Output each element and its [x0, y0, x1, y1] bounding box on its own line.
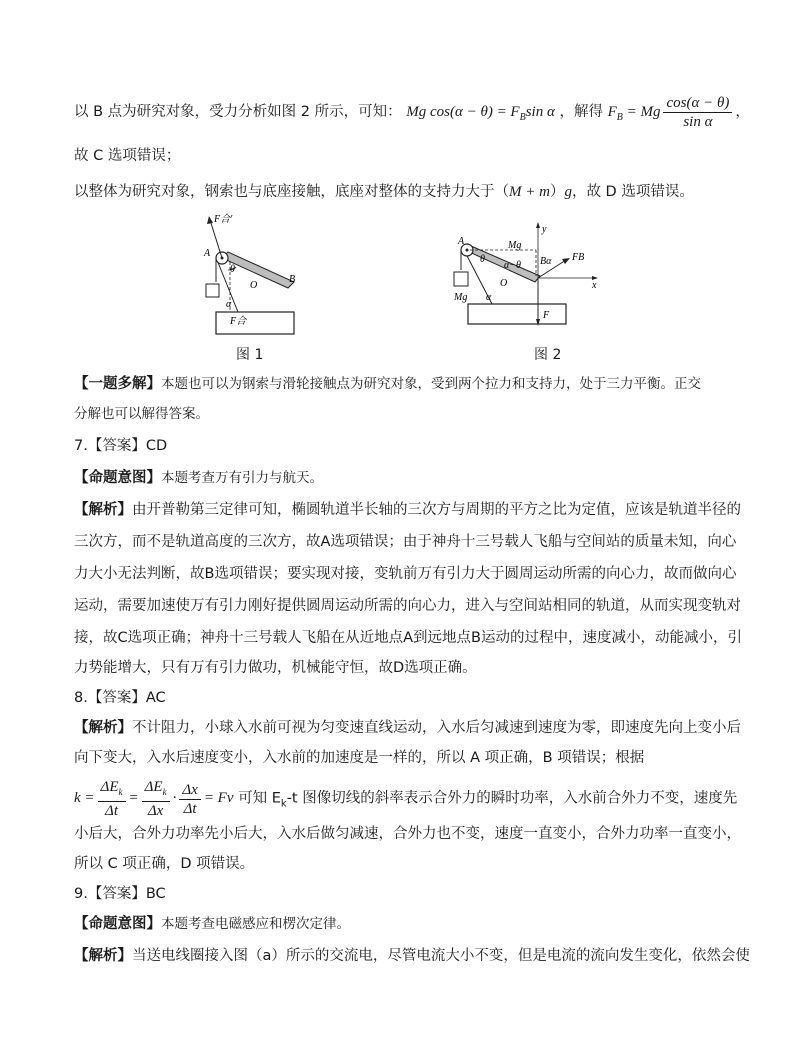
figure-2-caption: 图 2 [534, 347, 562, 363]
q7-analysis-2: 三次方，而不是轨道高度的三次方，故A选项错误；由于神舟十三号载人飞船与空间站的质量未知，向心 [74, 534, 737, 550]
base-block [216, 312, 294, 334]
label-mg-top: Mg [508, 240, 522, 251]
q7-intent: 【命题意图】本题考查万有引力与航天。 [74, 470, 323, 486]
paragraph: 故 C 选项错误； [74, 148, 181, 164]
label-y: y [542, 224, 547, 235]
text: ， [735, 103, 750, 120]
q7-analysis-4: 运动，需要加速使万有引力刚好提供圆周运动所需的向心力，进入与空间站相同的轨道，从而实现变轨对 [74, 598, 741, 614]
q9-analysis-1: 【解析】当送电线圈接入图（a）所示的交流电，尽管电流大小不变，但是电流的流向发生变化，依然会使 [74, 948, 750, 964]
q8-analysis-1: 【解析】不计阻力，小球入水前可视为匀变速直线运动，入水后匀减速到速度为零，即速度先向上变小后 [74, 720, 741, 736]
label-fprime: F合' [214, 214, 233, 225]
label-alpha: α [226, 299, 232, 310]
paragraph: 以整体为研究对象，钢索也与底座接触，底座对整体的支持力大于（M + m）g，故 D 选项错误。 [74, 184, 694, 200]
label-balpha: Bα [540, 256, 552, 267]
equilibrium-line [74, 94, 750, 130]
q8-answer: 8.【答案】AC [74, 690, 166, 706]
formula-fb: $F_B = Mg$ $\frac{\cos(\alpha - \theta)}{\text{sin α}}$ [608, 104, 736, 120]
label-fhe: F合 [230, 316, 247, 327]
q7-answer: 7.【答案】CD [74, 438, 168, 454]
q7-analysis-5: 接，故C选项正确；神舟十三号载人飞船在从近地点A到远地点B运动的过程中，速度减小，动能减小，引 [74, 630, 742, 646]
label-a: A [458, 236, 465, 247]
label-x: x [592, 280, 597, 291]
label-f: F [543, 310, 550, 321]
figure-1-caption: 图 1 [236, 347, 264, 363]
q9-intent: 【命题意图】本题考查电磁感应和楞次定律。 [74, 916, 350, 932]
label-alpha: α [486, 292, 492, 303]
label-o: O [500, 278, 508, 289]
label-theta: θ [230, 264, 235, 275]
label-b: B [289, 274, 296, 285]
q8-analysis-2: 向下变大，入水后速度变小，入水前的加速度是一样的，所以 A 项正确，B 项错误；根据 [74, 750, 645, 766]
base-block [468, 304, 566, 324]
note-line-2: 分解也可以解得答案。 [74, 406, 209, 422]
label-fb: FB [572, 252, 585, 263]
q9-answer: 9.【答案】BC [74, 886, 166, 902]
q7-analysis-1: 【解析】由开普勒第三定律可知，椭圆轨道半长轴的三次方与周期的平方之比为定值，应该是轨道半径的 [74, 502, 741, 518]
q7-analysis-3: 力大小无法判断，故B选项错误；要实现对接，变轨前万有引力大于圆周运动所需的向心力，故而做向心 [74, 566, 737, 582]
formula-torque: Mg $\cos(\alpha - \theta) = F_B\sin$ α [406, 103, 555, 123]
figure-1-diagram [190, 212, 310, 338]
label-theta: θ [480, 254, 485, 265]
label-o: O [250, 280, 258, 291]
q8-analysis-5: 所以 C 项正确，D 项错误。 [74, 856, 255, 872]
boom-bar [465, 246, 540, 282]
hanging-weight [454, 272, 468, 286]
hanging-weight [206, 284, 219, 297]
q8-formula-line: k = $\frac{\Delta E_k}{\Delta t}$ = $\frac{\Delta E_k}{\Delta x}$ · $\frac{\Delta x}{\Delta t}$ = Fv 可知 $E_k-t$ 图像切线的斜率表示合外力的瞬时功率，入水前合外力不变，速度先 [74, 779, 738, 819]
text: ，解得 [559, 103, 603, 120]
q8-analysis-4: 小后大，合外力功率先小后大，入水后做匀减速，合外力也不变，速度一直变小，合外力功率一直变小， [74, 826, 741, 842]
note-line-1: 【一题多解】本题也可以为钢索与滑轮接触点为研究对象，受到两个拉力和支持力，处于三力平衡。正交 [74, 376, 701, 392]
text: 以 B 点为研究对象，受力分析如图 2 所示，可知： [74, 103, 402, 120]
label-a: A [204, 248, 211, 259]
label-alpha-theta: α−θ [504, 260, 521, 271]
force-arrow [210, 220, 222, 258]
formula-power: k = $\frac{\Delta E_k}{\Delta t}$ = $\frac{\Delta E_k}{\Delta x}$ · $\frac{\Delta x}{\Delta t}$ = Fv [74, 779, 234, 819]
label-mg-left: Mg [454, 292, 468, 303]
q7-analysis-6: 力势能增大，只有万有引力做功，机械能守恒，故D选项正确。 [74, 660, 477, 676]
figure-2-diagram [448, 222, 606, 334]
